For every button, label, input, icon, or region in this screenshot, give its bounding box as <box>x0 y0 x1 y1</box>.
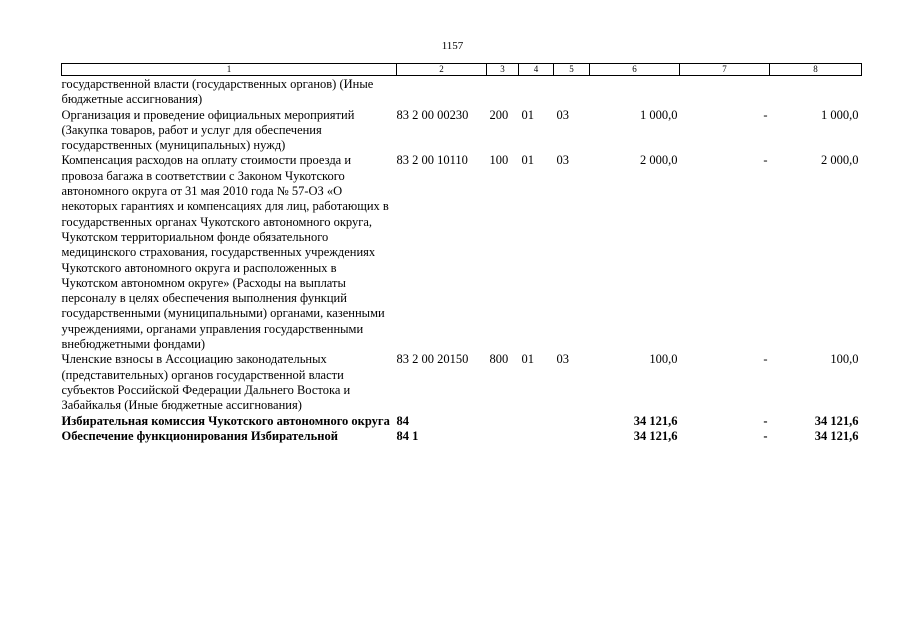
row-expense-type <box>487 429 519 444</box>
row-description: Организация и проведение официальных мероприятий (Закупка товаров, работ и услуг для обеспечения государственных (муниципальных) нужд) <box>61 107 355 153</box>
row-section: 01 <box>521 352 534 367</box>
row-expense-type: 800 <box>489 352 509 367</box>
column-header-7: 7 <box>680 64 770 76</box>
row-section <box>519 414 554 429</box>
row-sum: 34 121,6 <box>633 413 678 428</box>
row-subsection <box>554 429 590 444</box>
row-code: 84 1 <box>396 428 419 443</box>
row-description: Компенсация расходов на оплату стоимости проезда и провоза багажа в соответствии с Законом Чукотского автономного округа от 31 мая 2010 года № 57-ОЗ «О некоторых гарантиях и компенсациях для лиц, работающих в государственных органах Чукотского автономного округа, Чукотском территориальном фонде обязательного медицинского страхования, государственных учреждениях Чукотского автономного округа и расположенных в Чукотском автономном округе» (Расходы на выплаты персоналу в целях обеспечения выполнения функций государственными (муниципальными) органами, казенными учреждениями, органами управления государственными внебюджетными фондами) <box>61 153 389 352</box>
row-change <box>680 76 770 108</box>
row-subsection: 03 <box>556 153 569 168</box>
row-code: 84 <box>396 413 409 428</box>
table-row <box>62 414 862 429</box>
row-change: - <box>763 428 768 443</box>
row-subsection: 03 <box>556 107 569 122</box>
row-change: - <box>763 352 768 367</box>
row-total: 2 000,0 <box>821 153 859 168</box>
row-expense-type <box>487 414 519 429</box>
row-code: 83 2 00 20150 <box>396 352 469 367</box>
page-number: 1157 <box>441 40 464 52</box>
column-header-8: 8 <box>770 64 862 76</box>
row-section <box>519 429 554 444</box>
column-header-2: 2 <box>397 64 487 76</box>
row-sum: 34 121,6 <box>633 428 678 443</box>
row-sum: 1 000,0 <box>640 107 678 122</box>
row-expense-type: 200 <box>489 107 509 122</box>
row-code: 83 2 00 00230 <box>396 107 469 122</box>
column-header-5: 5 <box>554 64 590 76</box>
row-description: Обеспечение функционирования Избирательной <box>61 428 338 443</box>
row-code: 83 2 00 10110 <box>396 153 468 168</box>
row-sum <box>590 76 680 108</box>
row-expense-type: 100 <box>489 153 509 168</box>
table-row <box>62 76 862 108</box>
row-subsection: 03 <box>556 352 569 367</box>
row-total: 1 000,0 <box>821 107 859 122</box>
row-section: 01 <box>521 153 534 168</box>
row-total: 34 121,6 <box>814 428 859 443</box>
row-total: 34 121,6 <box>814 413 859 428</box>
column-number-row <box>62 64 862 76</box>
row-section: 01 <box>521 107 534 122</box>
table-row <box>62 429 862 444</box>
column-header-4: 4 <box>519 64 554 76</box>
row-sum: 2 000,0 <box>640 153 678 168</box>
row-subsection <box>554 76 590 108</box>
row-description: Членские взносы в Ассоциацию законодательных (представительных) органов государственной власти субъектов Российской Федерации Дальнего Востока и Забайкалья (Иные бюджетные ассигнования) <box>61 352 351 413</box>
table-row <box>62 352 862 413</box>
row-total: 100,0 <box>830 352 859 367</box>
row-total <box>770 76 862 108</box>
row-code <box>397 76 487 108</box>
row-subsection <box>554 414 590 429</box>
budget-table <box>61 63 862 444</box>
column-header-6: 6 <box>590 64 680 76</box>
row-expense-type <box>487 76 519 108</box>
row-sum: 100,0 <box>649 352 678 367</box>
table-row <box>62 108 862 154</box>
row-description: Избирательная комиссия Чукотского автономного округа <box>61 413 390 428</box>
column-header-3: 3 <box>487 64 519 76</box>
column-header-1: 1 <box>62 64 397 76</box>
row-change: - <box>763 413 768 428</box>
row-section <box>519 76 554 108</box>
row-change: - <box>763 153 768 168</box>
table-row <box>62 153 862 352</box>
row-change: - <box>763 107 768 122</box>
row-description: государственной власти (государственных органов) (Иные бюджетные ассигнования) <box>61 77 374 107</box>
